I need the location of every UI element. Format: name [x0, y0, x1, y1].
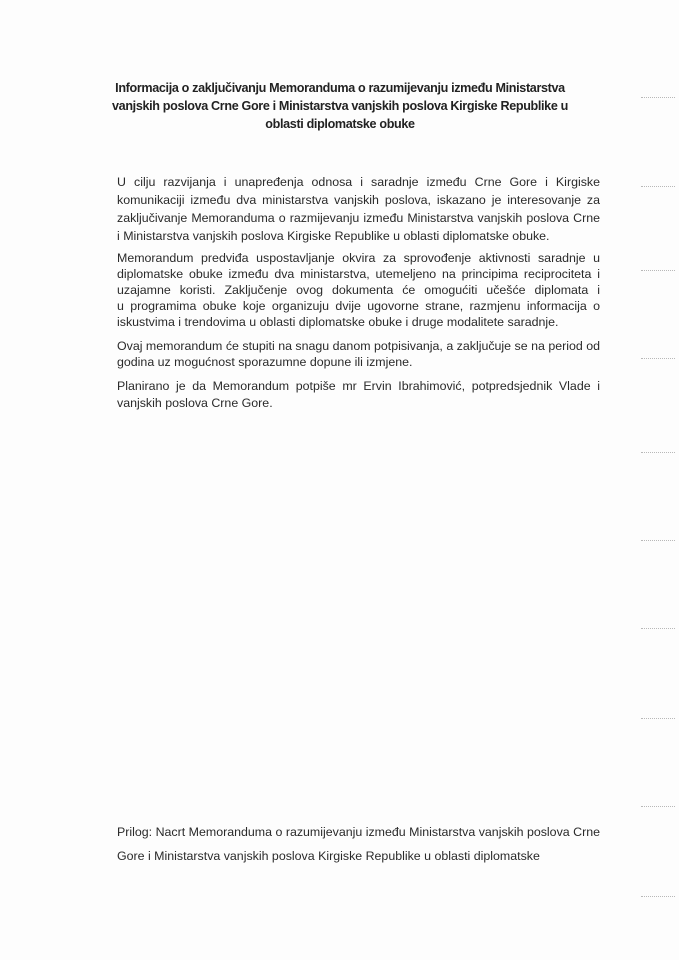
text-line: komunikaciji između dva ministarstva vanjskih poslova, iskazano je interesovanje za — [117, 193, 600, 207]
text-line: Memorandum predviđa uspostavljanje okvira za sprovođenje aktivnosti saradnje u — [117, 251, 600, 265]
text-line: Planirano je da Memorandum potpiše mr Ervin Ibrahimović, potpredsjednik Vlade i — [117, 379, 600, 393]
scan-margin-mark — [641, 718, 675, 719]
document-title-line: Informacija o zaključivanju Memoranduma o razumijevanju između Ministarstva — [115, 81, 565, 95]
text-line: Gore i Ministarstva vanjskih poslova Kirgiske Republike u oblasti diplomatske — [117, 849, 540, 863]
text-line: Ovaj memorandum će stupiti na snagu danom potpisivanja, a zaključuje se na period od — [117, 339, 600, 353]
scan-margin-mark — [641, 896, 675, 897]
text-line: u programima obuke koje organizuju dvije ugovorne strane, razmjenu informacija o — [117, 299, 600, 313]
text-line: diplomatske obuke između dva ministarstva, utemeljeno na principima reciprociteta i — [117, 267, 600, 281]
scan-margin-mark — [641, 806, 675, 807]
scan-margin-mark — [641, 540, 675, 541]
text-line: i Ministarstva vanjskih poslova Kirgiske Republike u oblasti diplomatske obuke. — [117, 229, 550, 243]
text-line: uzajamne koristi. Zaključenje ovog dokumenta će omogućiti učešće diplomata i — [117, 283, 600, 297]
scan-margin-mark — [641, 628, 675, 629]
text-line: zaključivanje Memoranduma o razmijevanju između Ministarstva vanjskih poslova Crne — [117, 211, 600, 225]
text-line: iskustvima i trendovima u oblasti diplomatske obuke i druge modalitete saradnje. — [117, 315, 559, 329]
text-line: Prilog: Nacrt Memoranduma o razumijevanju između Ministarstva vanjskih poslova Crne — [117, 825, 600, 839]
scan-margin-mark — [641, 452, 675, 453]
scan-margin-mark — [641, 270, 675, 271]
text-line: U cilju razvijanja i unapređenja odnosa i saradnje između Crne Gore i Kirgiske — [117, 175, 600, 189]
scan-margin-mark — [641, 186, 675, 187]
scan-margin-mark — [641, 97, 675, 98]
document-title-line: oblasti diplomatske obuke — [265, 117, 415, 131]
scan-margin-mark — [641, 358, 675, 359]
document-title-line: vanjskih poslova Crne Gore i Ministarstva vanjskih poslova Kirgiske Republike u — [112, 99, 568, 113]
text-line: vanjskih poslova Crne Gore. — [117, 396, 273, 410]
text-line: godina uz mogućnost sporazumne dopune ili izmjene. — [117, 355, 413, 369]
